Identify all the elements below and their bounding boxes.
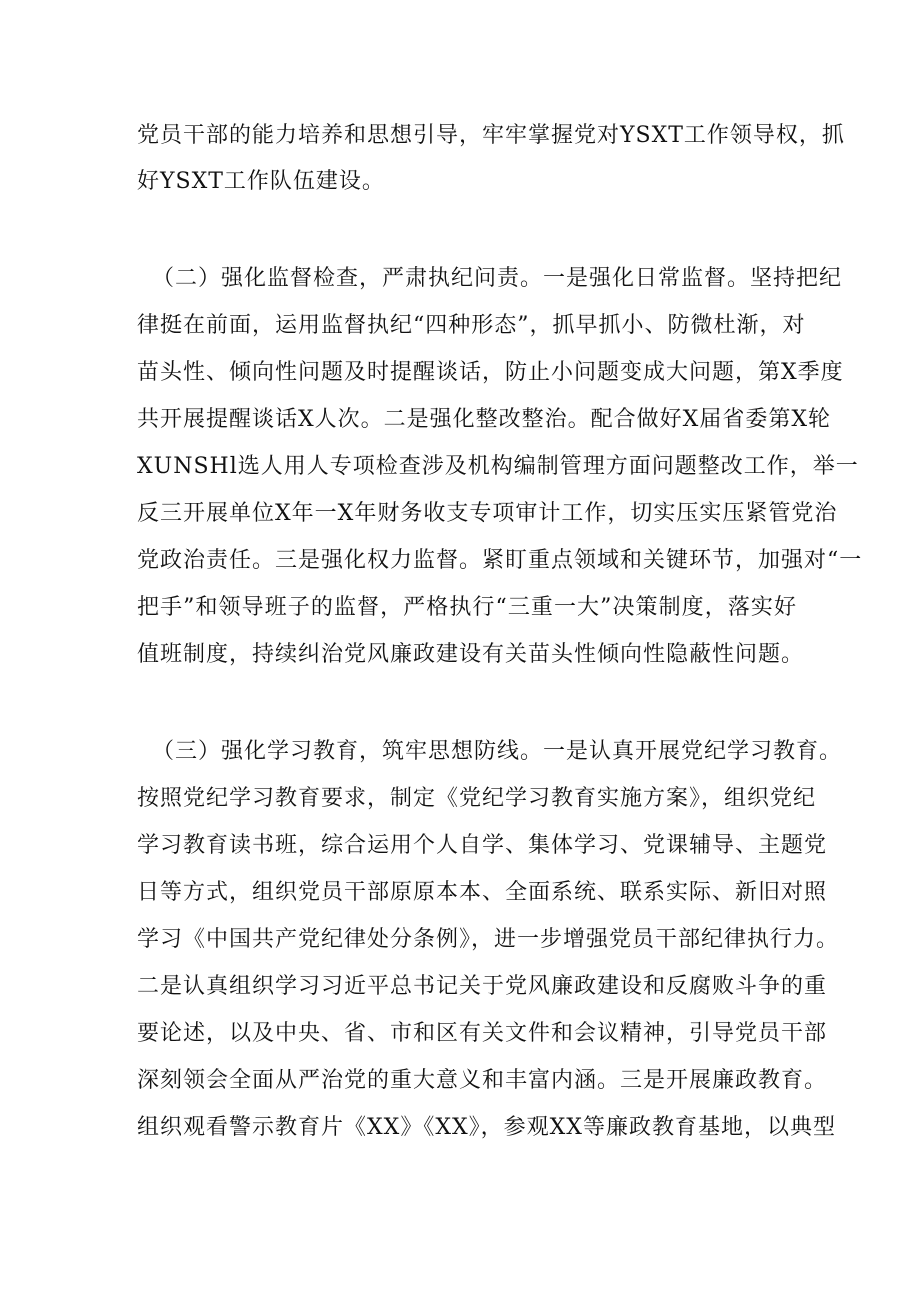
paragraph-2-line-2: 律挺在前面，运用监督执纪“四种形态”，抓早抓小、防微杜渐，对	[137, 313, 806, 338]
paragraph-2-line-9: 值班制度，持续纠治党风廉政建设有关苗头性倾向性隐蔽性问题。	[137, 642, 805, 667]
paragraph-3-line-9: 组织观看警示教育片《XX》《XX》，参观XX等廉政教育基地，以典型	[137, 1115, 836, 1140]
paragraph-1-line-2: 好YSXT工作队伍建设。	[137, 169, 385, 194]
paragraph-3-line-7: 要论述，以及中央、省、市和区有关文件和会议精神，引导党员干部	[137, 1021, 828, 1046]
paragraph-2-line-1: （二）强化监督检查，严肃执纪问责。一是强化日常监督。坚持把纪	[152, 266, 843, 291]
paragraph-3-line-5: 学习《中国共产党纪律处分条例》，进一步增强党员干部纪律执行力。	[137, 927, 840, 952]
paragraph-3-line-6: 二是认真组织学习习近平总书记关于党风廉政建设和反腐败斗争的重	[137, 974, 828, 999]
paragraph-2-line-7: 党政治责任。三是强化权力监督。紧盯重点领域和关键环节，加强对“一	[137, 548, 863, 573]
paragraph-3-line-3: 学习教育读书班，综合运用个人自学、集体学习、党课辅导、主题党	[137, 833, 828, 858]
paragraph-2-line-3: 苗头性、倾向性问题及时提醒谈话，防止小问题变成大问题，第X季度	[137, 360, 844, 385]
paragraph-3-line-2: 按照党纪学习教育要求，制定《党纪学习教育实施方案》，组织党纪	[137, 786, 817, 811]
paragraph-2-line-5: XUNSHl选人用人专项检查涉及机构编制管理方面问题整改工作，举一	[137, 454, 859, 479]
paragraph-2-line-4: 共开展提醒谈话X人次。二是强化整改整治。配合做好X届省委第X轮	[137, 407, 831, 432]
paragraph-2-line-6: 反三开展单位X年一X年财务收支专项审计工作，切实压实压紧管党治	[137, 501, 838, 526]
paragraph-3-line-1: （三）强化学习教育，筑牢思想防线。一是认真开展党纪学习教育。	[152, 739, 843, 764]
paragraph-1-line-1: 党员干部的能力培养和思想引导，牢牢掌握党对YSXT工作领导权，抓	[137, 123, 845, 148]
paragraph-3-line-8: 深刻领会全面从严治党的重大意义和丰富内涵。三是开展廉政教育。	[137, 1068, 828, 1093]
paragraph-2-line-8: 把手”和领导班子的监督，严格执行“三重一大”决策制度，落实好	[137, 595, 797, 620]
paragraph-3-line-4: 日等方式，组织党员干部原原本本、全面系统、联系实际、新旧对照	[137, 880, 828, 905]
